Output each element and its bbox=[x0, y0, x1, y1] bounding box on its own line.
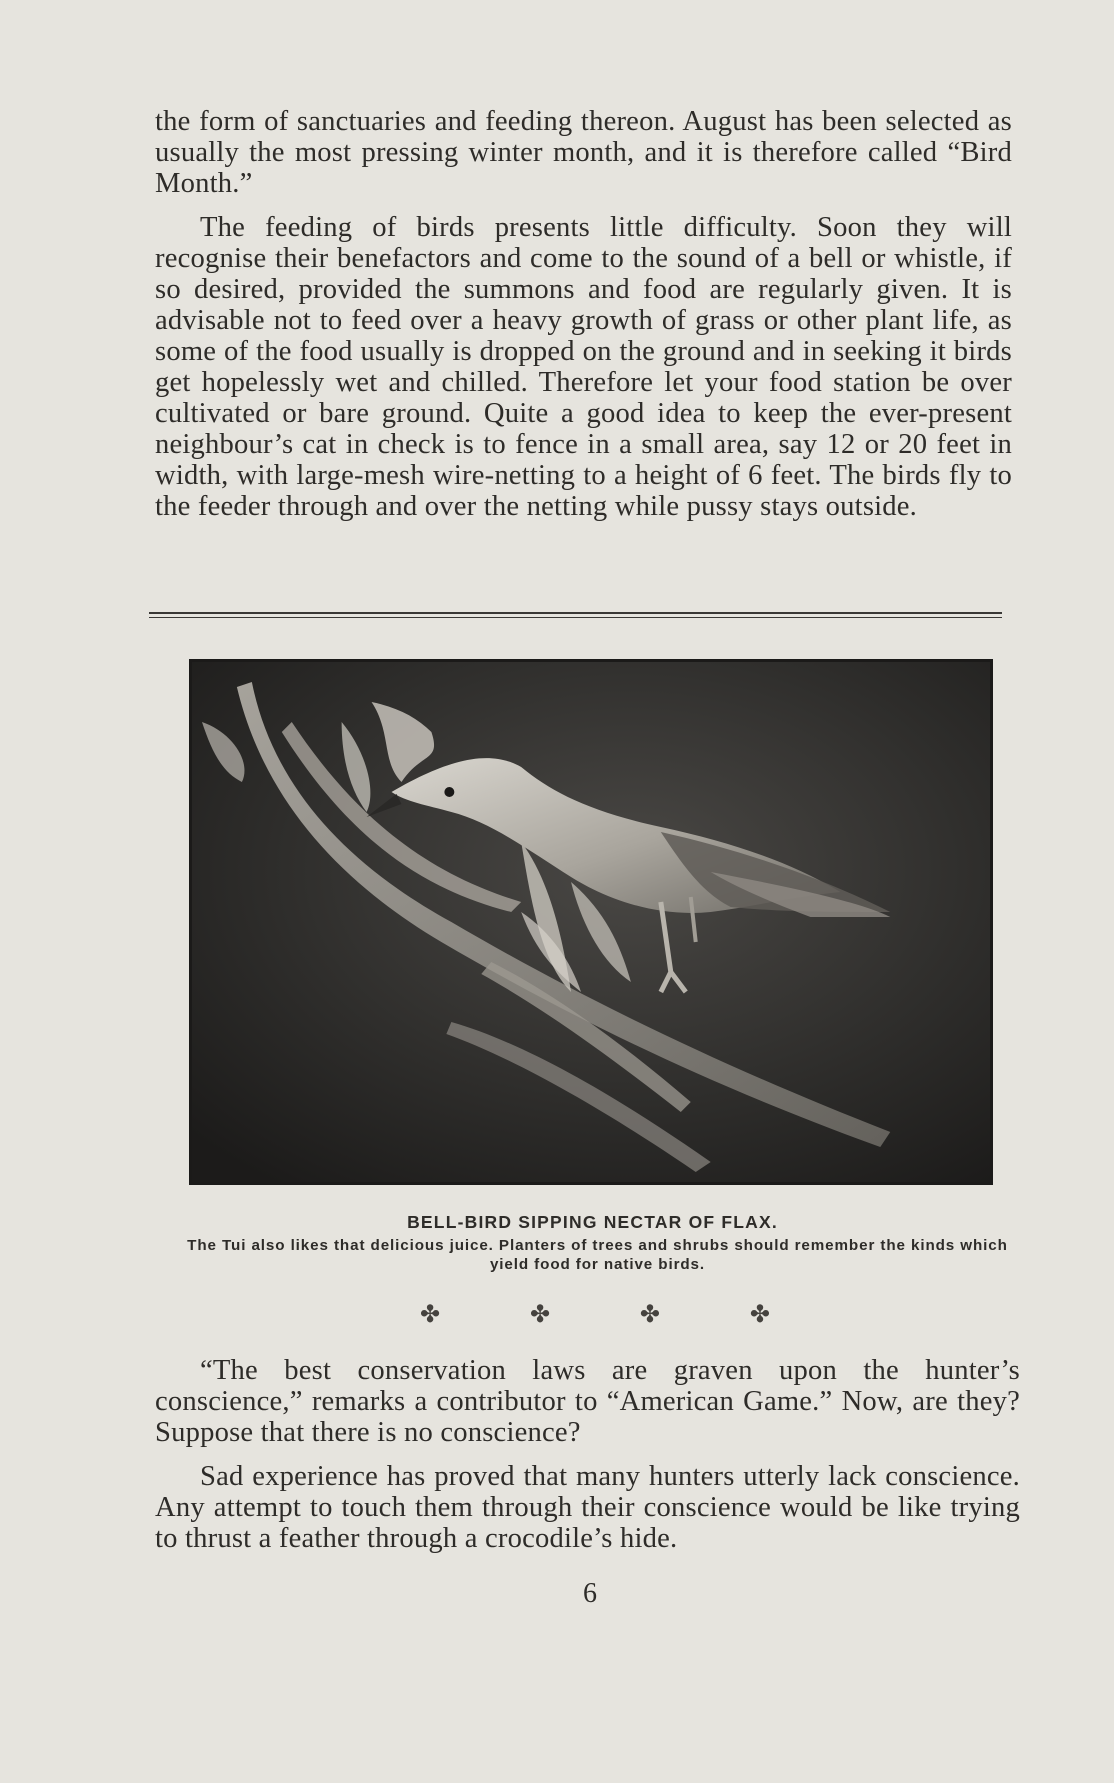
ornament-icon: ✤ bbox=[749, 1300, 770, 1328]
bottom-text-block bbox=[155, 1355, 1020, 1554]
paragraph: the form of sanctuaries and feeding thereon. August has been selected as usually the most pressing winter month, and it is therefore called “Bird Month.” bbox=[155, 106, 1012, 199]
figure-caption: The Tui also likes that delicious juice. Planters of trees and shrubs should remember the kinds which yield food for native birds. bbox=[187, 1237, 1008, 1273]
ornament-icon: ✤ bbox=[529, 1300, 551, 1328]
bell-bird-illustration bbox=[192, 662, 990, 1182]
ornament-icon: ✤ bbox=[639, 1300, 661, 1328]
ornament-icon: ✤ bbox=[420, 1300, 441, 1328]
paragraph: The feeding of birds presents little difficulty. Soon they will recognise their benefactors and come to the sound of a bell or whistle, if so desired, provided the summons and food are regularly given. It is advisable not to feed over a heavy growth of grass or other plant life, as some of the food usually is dropped on the ground and in seeking it birds get hopelessly wet and chilled. Therefore let your food station be over cultivated or bare ground. Quite a good idea to keep the ever-present neighbour’s cat in check is to fence in a small area, say 12 or 20 feet in width, with large-mesh wire-netting to a height of 6 feet. The birds fly to the feeder through and over the netting while pussy stays outside. bbox=[155, 212, 1012, 522]
paragraph: Sad experience has proved that many hunters utterly lack conscience. Any attempt to touch them through their conscience would be like trying to thrust a feather through a crocodile’s hide. bbox=[155, 1461, 1020, 1554]
asterism-separator bbox=[420, 1300, 770, 1328]
bell-bird-photograph bbox=[189, 659, 993, 1185]
figure-title: BELL-BIRD SIPPING NECTAR OF FLAX. bbox=[407, 1212, 778, 1232]
double-rule-divider bbox=[149, 612, 1002, 618]
top-text-block bbox=[155, 106, 1012, 522]
page-number: 6 bbox=[583, 1578, 597, 1609]
paragraph: “The best conservation laws are graven upon the hunter’s conscience,” remarks a contributor to “American Game.” Now, are they? Suppose that there is no conscience? bbox=[155, 1355, 1020, 1448]
